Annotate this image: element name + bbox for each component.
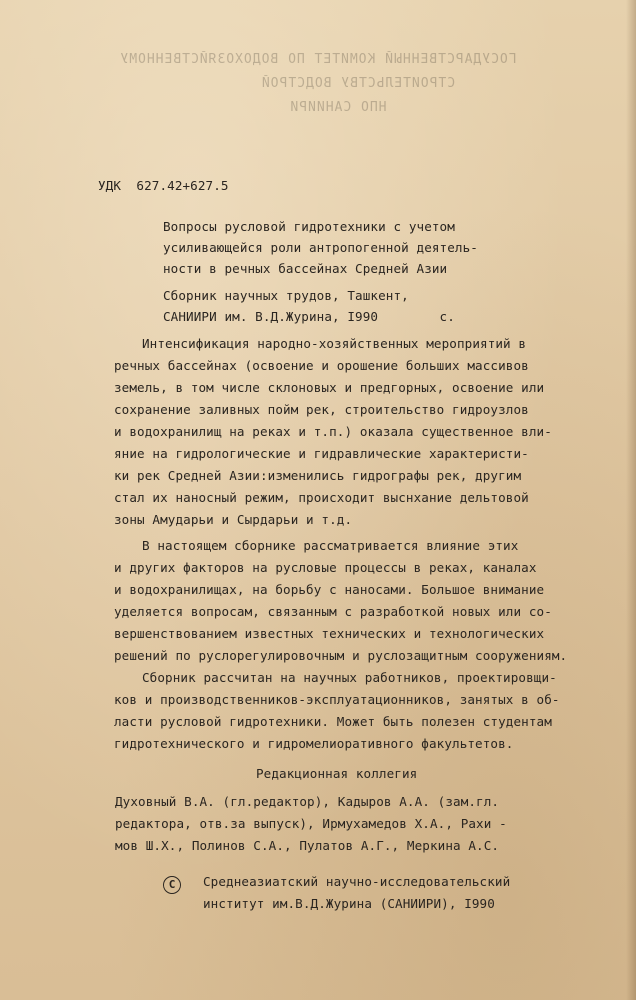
bleed-through-line: СТРОИТЕЛЬСТВУ ВОДСТРОЙ xyxy=(260,76,456,91)
udk-code: УДК 627.42+627.5 xyxy=(98,178,229,193)
copyright-icon: C xyxy=(163,876,181,894)
paragraph1-line: ки рек Средней Азии:изменились гидрографы рек, другим xyxy=(114,468,522,483)
editorial-board-line: Духовный В.А. (гл.редактор), Кадыров А.А. (зам.гл. xyxy=(115,794,500,809)
editorial-board-line: редактора, отв.за выпуск), Ирмухамедов Х.А., Рахи - xyxy=(115,816,507,831)
bleed-through-line: НПО САНИИРИ xyxy=(289,100,387,115)
paragraph3-line: гидротехнического и гидромелиоративного факультетов. xyxy=(114,736,514,751)
editorial-board-heading: Редакционная коллегия xyxy=(256,766,418,781)
paragraph3-line: Сборник рассчитан на научных работников, проектировщи- xyxy=(142,670,557,685)
paragraph1-line: Интенсификация народно-хозяйственных мероприятий в xyxy=(142,336,527,351)
paragraph2-line: вершенствованием известных технических и технологических xyxy=(114,626,545,641)
title-line: ности в речных бассейнах Средней Азии xyxy=(163,261,448,276)
paragraph1-line: речных бассейнах (освоение и орошение больших массивов xyxy=(114,358,529,373)
paragraph1-line: земель, в том числе склоновых и предгорных, освоение или xyxy=(114,380,545,395)
paragraph2-line: и других факторов на русловые процессы в реках, каналах xyxy=(114,560,537,575)
bleed-through-line: ГОСУДАРСТВЕННЫЙ КОМИТЕТ ПО ВОДОХОЗЯЙСТВЕННОМУ xyxy=(119,52,517,67)
collection-line: Сборник научных трудов, Ташкент, xyxy=(163,288,409,303)
paragraph1-line: стал их наносный режим, происходит выснхание дельтовой xyxy=(114,490,529,505)
editorial-board-line: мов Ш.Х., Полинов С.А., Пулатов А.Г., Меркина А.С. xyxy=(115,838,500,853)
paragraph3-line: ласти русловой гидротехники. Может быть полезен студентам xyxy=(114,714,552,729)
paragraph3-line: ков и производственников-эксплуатационников, занятых в об- xyxy=(114,692,560,707)
title-line: Вопросы русловой гидротехники с учетом xyxy=(163,219,455,234)
paragraph1-line: сохранение заливных пойм рек, строительство гидроузлов xyxy=(114,402,529,417)
copyright-line: институт им.В.Д.Журина (САНИИРИ), I990 xyxy=(203,896,495,911)
paragraph2-line: решений по руслорегулировочным и руслозащитным сооружениям. xyxy=(114,648,568,663)
title-line: усиливающейся роли антропогенной деятель- xyxy=(163,240,478,255)
paragraph1-line: яние на гидрологические и гидравлические характеристи- xyxy=(114,446,529,461)
paragraph2-line: В настоящем сборнике рассматривается влияние этих xyxy=(142,538,519,553)
paragraph2-line: и водохранилищах, на борьбу с наносами. Большое внимание xyxy=(114,582,545,597)
page-edge-shadow xyxy=(626,0,636,1000)
collection-line: САНИИРИ им. В.Д.Журина, I990 с. xyxy=(163,309,455,324)
copyright-line: Среднеазиатский научно-исследовательский xyxy=(203,874,511,889)
paragraph1-line: и водохранилищ на реках и т.п.) оказала существенное вли- xyxy=(114,424,552,439)
paragraph1-line: зоны Амударьи и Сырдарьи и т.д. xyxy=(114,512,353,527)
paragraph2-line: уделяется вопросам, связанным с разработкой новых или со- xyxy=(114,604,552,619)
